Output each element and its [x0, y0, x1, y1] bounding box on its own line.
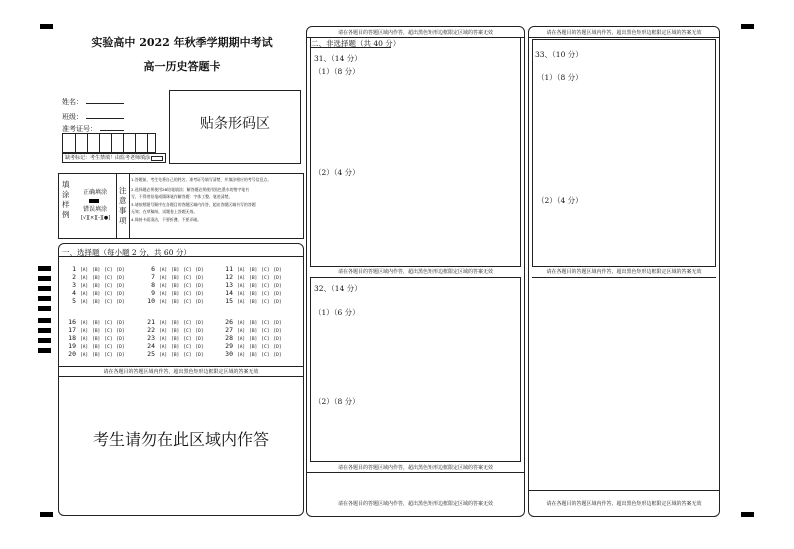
option-bubble[interactable]: [D] [195, 353, 204, 358]
option-bubble[interactable]: [A] [159, 268, 168, 273]
option-bubble[interactable]: [B] [92, 292, 101, 297]
notice-line-2: 2.选择题必须使用2B铅笔填涂；解答题必须使用黑色墨水的签字笔书 [131, 188, 250, 193]
fill-example-label: 填涂样例 [62, 180, 70, 219]
notice-line-6: 4.保持卡面清洁，不要折叠、不要弄破。 [131, 218, 202, 223]
question-number: 23 [147, 334, 155, 342]
option-bubble[interactable]: [C] [261, 353, 270, 358]
option-bubble[interactable]: [B] [249, 345, 258, 350]
question-number: 7 [151, 273, 155, 281]
option-bubble[interactable]: [A] [237, 268, 246, 273]
option-bubble[interactable]: [A] [159, 300, 168, 305]
option-bubble[interactable]: [A] [80, 268, 89, 273]
question-number: 4 [72, 289, 76, 297]
q31-part2-label: （2）（4 分） [314, 168, 360, 177]
q32-label: 32、（14 分） [314, 284, 362, 293]
option-bubble[interactable]: [D] [116, 321, 125, 326]
option-bubble[interactable]: [B] [171, 268, 180, 273]
question-number: 24 [147, 342, 155, 350]
choice-question [64, 326, 129, 334]
choice-question [143, 342, 208, 350]
option-bubble[interactable]: [D] [195, 345, 204, 350]
option-bubble[interactable]: [B] [249, 353, 258, 358]
class-field[interactable] [86, 118, 124, 119]
option-bubble[interactable]: [A] [237, 337, 246, 342]
option-bubble[interactable]: [C] [261, 268, 270, 273]
exam-title: 实验高中 2022 年秋季学期期中考试 [91, 36, 273, 49]
option-bubble[interactable]: [D] [195, 300, 204, 305]
choice-question [221, 273, 286, 281]
choice-question [221, 281, 286, 289]
choice-question [64, 281, 129, 289]
option-bubble[interactable]: [D] [195, 337, 204, 342]
timing-mark [38, 276, 51, 281]
no-answer-zone-label: 考生请勿在此区域内作答 [92, 430, 269, 449]
option-bubble[interactable]: [D] [116, 284, 125, 289]
choice-question [143, 350, 208, 358]
option-bubble[interactable]: [B] [171, 292, 180, 297]
option-bubble[interactable]: [D] [116, 345, 125, 350]
choice-question [64, 273, 129, 281]
choice-warning: 请在各题目的答题区域内作答，超出黑色矩形边框限定区域的答案无效 [103, 369, 259, 375]
option-bubble[interactable]: [B] [249, 300, 258, 305]
q33-part2-label: （2）（4 分） [537, 196, 583, 205]
option-bubble[interactable]: [D] [273, 345, 282, 350]
correct-fill-label: 正确填涂 [83, 189, 108, 196]
option-bubble[interactable]: [D] [116, 292, 125, 297]
question-number: 19 [68, 342, 76, 350]
option-bubble[interactable]: [C] [104, 268, 113, 273]
corner-mark-bottom-right [741, 512, 754, 517]
option-bubble[interactable]: [D] [116, 353, 125, 358]
option-bubble[interactable]: [D] [273, 268, 282, 273]
notice-line-1: 1.答题前，考生先将自己的姓名、准考证号填写清楚，并填涂相应的考号信息点。 [131, 178, 272, 183]
class-label: 班级： [62, 113, 83, 121]
mid-bottom-warning: 请在各题目的答题区域内作答，超出黑色矩形边框限定区域的答案无效 [337, 501, 493, 507]
option-bubble[interactable]: [C] [104, 353, 113, 358]
option-bubble[interactable]: [B] [171, 337, 180, 342]
section1-title: 一、选择题（每小题 2 分，共 60 分） [62, 248, 191, 257]
notice-label: 注意事项 [119, 186, 127, 225]
option-bubble[interactable]: [D] [195, 276, 204, 281]
choice-question [64, 342, 129, 350]
option-bubble[interactable]: [A] [159, 353, 168, 358]
option-bubble[interactable]: [A] [159, 321, 168, 326]
q31-part1-label: （1）（8 分） [314, 67, 360, 76]
choice-question [143, 281, 208, 289]
q32-warning: 请在各题目的答题区域内作答，超出黑色矩形边框限定区域的答案无效 [337, 465, 493, 471]
option-bubble[interactable]: [A] [237, 284, 246, 289]
option-bubble[interactable]: [B] [92, 329, 101, 334]
option-bubble[interactable]: [D] [195, 292, 204, 297]
option-bubble[interactable]: [D] [195, 268, 204, 273]
question-number: 22 [147, 326, 155, 334]
q31-warning: 请在各题目的答题区域内作答，超出黑色矩形边框限定区域的答案无效 [337, 269, 493, 275]
option-bubble[interactable]: [A] [237, 321, 246, 326]
option-bubble[interactable]: [A] [80, 292, 89, 297]
option-bubble[interactable]: [A] [237, 329, 246, 334]
option-bubble[interactable]: [D] [273, 321, 282, 326]
notice-line-5: 无效；在草稿纸、试题卷上答题无效。 [131, 210, 198, 215]
option-bubble[interactable]: [B] [92, 268, 101, 273]
question-number: 13 [225, 281, 233, 289]
choice-question [64, 350, 129, 358]
timing-mark [38, 286, 51, 291]
wrong-fill-label: 错误填涂 [83, 206, 108, 213]
question-number: 1 [72, 265, 76, 273]
option-bubble[interactable]: [B] [249, 321, 258, 326]
q33-part1-label: （1）（8 分） [537, 73, 583, 82]
choice-question [221, 326, 286, 334]
absent-bubble[interactable] [151, 156, 163, 161]
option-bubble[interactable]: [D] [116, 268, 125, 273]
option-bubble[interactable]: [D] [273, 276, 282, 281]
choice-question [64, 289, 129, 297]
question-number: 29 [225, 342, 233, 350]
choice-question [143, 273, 208, 281]
timing-mark [38, 328, 51, 333]
option-bubble[interactable]: [C] [183, 345, 192, 350]
option-bubble[interactable]: [A] [80, 353, 89, 358]
option-bubble[interactable]: [B] [92, 276, 101, 281]
option-bubble[interactable]: [D] [116, 300, 125, 305]
q33-label: 33、（10 分） [535, 50, 583, 59]
option-bubble[interactable]: [C] [104, 276, 113, 281]
q33-area[interactable] [532, 39, 716, 267]
q33-warning: 请在各题目的答题区域内作答，超出黑色矩形边框限定区域的答案无效 [546, 269, 702, 275]
correct-fill-sample [89, 199, 99, 203]
option-bubble[interactable]: [A] [80, 337, 89, 342]
option-bubble[interactable]: [C] [183, 337, 192, 342]
question-number: 21 [147, 318, 155, 326]
choice-question [221, 334, 286, 342]
option-bubble[interactable]: [B] [171, 329, 180, 334]
option-bubble[interactable]: [C] [183, 292, 192, 297]
barcode-label: 贴条形码区 [200, 116, 270, 132]
option-bubble[interactable]: [C] [104, 321, 113, 326]
option-bubble[interactable]: [B] [92, 337, 101, 342]
option-bubble[interactable]: [C] [261, 284, 270, 289]
option-bubble[interactable]: [D] [273, 329, 282, 334]
choice-question [221, 289, 286, 297]
option-bubble[interactable]: [B] [92, 300, 101, 305]
name-field[interactable] [86, 103, 124, 104]
option-bubble[interactable]: [D] [195, 321, 204, 326]
exam-number-grid[interactable] [62, 133, 156, 153]
instructions-panel [58, 173, 304, 239]
option-bubble[interactable]: [B] [249, 292, 258, 297]
option-bubble[interactable]: [C] [183, 353, 192, 358]
question-number: 9 [151, 289, 155, 297]
option-bubble[interactable]: [C] [183, 268, 192, 273]
option-bubble[interactable]: [B] [249, 268, 258, 273]
option-bubble[interactable]: [A] [159, 276, 168, 281]
question-number: 17 [68, 326, 76, 334]
option-bubble[interactable]: [C] [104, 337, 113, 342]
question-number: 15 [225, 297, 233, 305]
exam-number-label: 准考证号： [62, 125, 97, 133]
absent-mark-box [62, 153, 166, 163]
option-bubble[interactable]: [A] [159, 329, 168, 334]
option-bubble[interactable]: [A] [80, 276, 89, 281]
option-bubble[interactable]: [C] [261, 292, 270, 297]
option-bubble[interactable]: [D] [116, 276, 125, 281]
notice-line-4: 3.请按照题号顺序在各题目的答题区域内作答，超出答题区域书写的答题 [131, 203, 256, 208]
right-bottom-warning: 请在各题目的答题区域内作答，超出黑色矩形边框限定区域的答案无效 [546, 501, 702, 507]
notice-line-3: 写，不得用铅笔或圆珠笔作解答题：字体工整、笔迹清楚。 [131, 195, 233, 200]
option-bubble[interactable]: [D] [273, 353, 282, 358]
choice-question [221, 297, 286, 305]
option-bubble[interactable]: [A] [159, 292, 168, 297]
choice-question [143, 318, 208, 326]
option-bubble[interactable]: [A] [237, 345, 246, 350]
option-bubble[interactable]: [C] [104, 345, 113, 350]
choice-question [143, 289, 208, 297]
timing-mark [38, 266, 51, 271]
option-bubble[interactable]: [B] [249, 284, 258, 289]
right-top-warning: 请在各题目的答题区域内作答，超出黑色矩形边框限定区域的答案无效 [546, 30, 702, 36]
q32-part2-label: （2）（8 分） [314, 397, 360, 406]
option-bubble[interactable]: [D] [273, 337, 282, 342]
option-bubble[interactable]: [C] [261, 321, 270, 326]
choice-question [143, 334, 208, 342]
option-bubble[interactable]: [D] [273, 300, 282, 305]
option-bubble[interactable]: [C] [261, 276, 270, 281]
option-bubble[interactable]: [A] [237, 300, 246, 305]
timing-mark [38, 306, 51, 311]
option-bubble[interactable]: [C] [261, 300, 270, 305]
choice-question [221, 342, 286, 350]
option-bubble[interactable]: [A] [159, 284, 168, 289]
option-bubble[interactable]: [A] [237, 292, 246, 297]
question-number: 6 [151, 265, 155, 273]
option-bubble[interactable]: [B] [92, 353, 101, 358]
option-bubble[interactable]: [B] [92, 345, 101, 350]
choice-question [143, 326, 208, 334]
card-subtitle: 高一历史答题卡 [143, 60, 221, 73]
option-bubble[interactable]: [B] [171, 300, 180, 305]
name-label: 姓名： [62, 98, 83, 106]
question-number: 27 [225, 326, 233, 334]
option-bubble[interactable]: [C] [261, 337, 270, 342]
choice-question [221, 318, 286, 326]
question-number: 16 [68, 318, 76, 326]
timing-mark [38, 296, 51, 301]
option-bubble[interactable]: [B] [249, 329, 258, 334]
option-bubble[interactable]: [C] [183, 300, 192, 305]
option-bubble[interactable]: [B] [171, 345, 180, 350]
timing-mark [38, 348, 51, 353]
option-bubble[interactable]: [C] [261, 345, 270, 350]
option-bubble[interactable]: [A] [159, 337, 168, 342]
option-bubble[interactable]: [C] [183, 276, 192, 281]
absent-note: 缺考标记：考生禁填！由监考老师填涂 [65, 155, 151, 161]
option-bubble[interactable]: [D] [195, 329, 204, 334]
option-bubble[interactable]: [B] [171, 284, 180, 289]
question-number: 2 [72, 273, 76, 281]
section2-title: 二、非选择题（共 40 分） [311, 39, 401, 48]
option-bubble[interactable]: [A] [80, 284, 89, 289]
option-bubble[interactable]: [C] [183, 321, 192, 326]
question-number: 26 [225, 318, 233, 326]
option-bubble[interactable]: [C] [104, 284, 113, 289]
q32-area[interactable] [310, 277, 521, 462]
timing-mark [38, 338, 51, 343]
question-number: 18 [68, 334, 76, 342]
question-number: 8 [151, 281, 155, 289]
option-bubble[interactable]: [B] [171, 276, 180, 281]
option-bubble[interactable]: [B] [249, 337, 258, 342]
q32-part1-label: （1）（6 分） [314, 308, 360, 317]
question-number: 25 [147, 350, 155, 358]
option-bubble[interactable]: [A] [237, 353, 246, 358]
option-bubble[interactable]: [C] [104, 300, 113, 305]
mid-top-warning: 请在各题目的答题区域内作答，超出黑色矩形边框限定区域的答案无效 [337, 30, 493, 36]
exam-number-field[interactable] [100, 130, 124, 131]
option-bubble[interactable]: [D] [116, 329, 125, 334]
option-bubble[interactable]: [B] [249, 276, 258, 281]
choice-question [143, 297, 208, 305]
corner-mark-top-right [741, 24, 754, 29]
option-bubble[interactable]: [C] [183, 329, 192, 334]
question-number: 3 [72, 281, 76, 289]
question-number: 12 [225, 273, 233, 281]
question-number: 11 [225, 265, 233, 273]
choice-question [64, 318, 129, 326]
option-bubble[interactable]: [A] [80, 329, 89, 334]
option-bubble[interactable]: [C] [183, 284, 192, 289]
option-bubble[interactable]: [B] [92, 284, 101, 289]
choice-question [64, 334, 129, 342]
choice-question [64, 297, 129, 305]
question-number: 20 [68, 350, 76, 358]
question-number: 30 [225, 350, 233, 358]
option-bubble[interactable]: [A] [80, 345, 89, 350]
choice-question [143, 265, 208, 273]
q31-label: 31、（14 分） [314, 54, 362, 63]
option-bubble[interactable]: [B] [171, 353, 180, 358]
q31-area[interactable] [310, 37, 521, 267]
option-bubble[interactable]: [D] [116, 337, 125, 342]
choice-question [221, 350, 286, 358]
option-bubble[interactable]: [A] [80, 321, 89, 326]
option-bubble[interactable]: [C] [104, 329, 113, 334]
option-bubble[interactable]: [D] [195, 284, 204, 289]
question-number: 5 [72, 297, 76, 305]
question-number: 10 [147, 297, 155, 305]
barcode-area [169, 90, 301, 164]
option-bubble[interactable]: [A] [237, 276, 246, 281]
option-bubble[interactable]: [B] [92, 321, 101, 326]
question-number: 28 [225, 334, 233, 342]
option-bubble[interactable]: [D] [273, 292, 282, 297]
option-bubble[interactable]: [C] [261, 329, 270, 334]
timing-mark [38, 318, 51, 323]
option-bubble[interactable]: [A] [159, 345, 168, 350]
option-bubble[interactable]: [D] [273, 284, 282, 289]
corner-mark-bottom-left [40, 512, 53, 517]
option-bubble[interactable]: [B] [171, 321, 180, 326]
choice-question [64, 265, 129, 273]
choice-question [221, 265, 286, 273]
question-number: 14 [225, 289, 233, 297]
option-bubble[interactable]: [A] [80, 300, 89, 305]
wrong-fill-sample: [√][×][-][●] [81, 215, 111, 221]
corner-mark-top-left [40, 24, 53, 29]
option-bubble[interactable]: [C] [104, 292, 113, 297]
